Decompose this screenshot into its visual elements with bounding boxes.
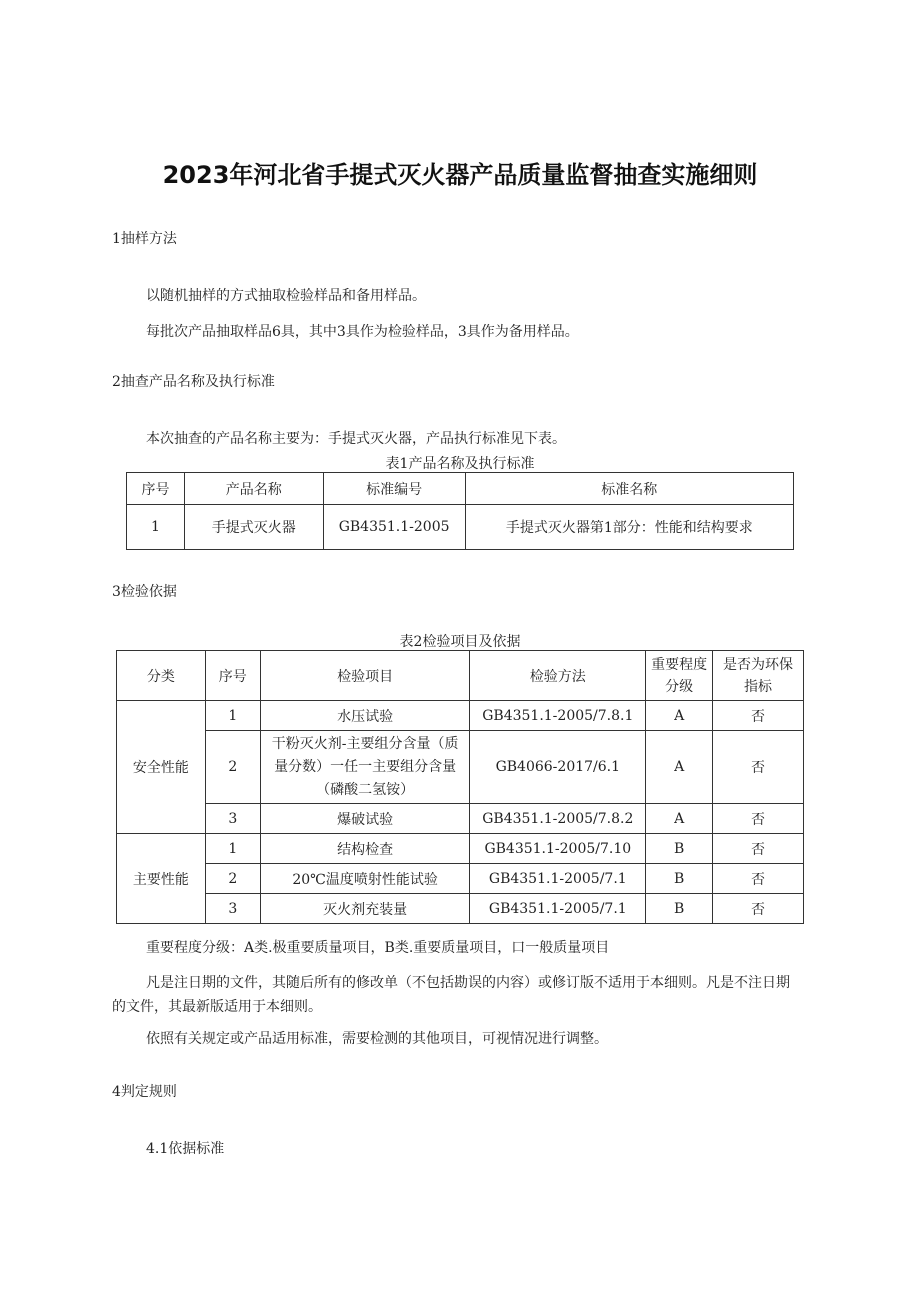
table-cell: 2 [205,731,260,804]
header-cell: 序号 [127,473,185,505]
table-cell: 否 [713,701,804,731]
section-4-1-heading: 4.1依据标准 [146,1141,225,1157]
inspection-items-table [116,650,804,924]
section-2-paragraph: 本次抽查的产品名称主要为：手提式灭火器，产品执行标准见下表。 [146,431,566,447]
header-cell: 标准名称 [465,473,793,505]
table-cell: GB4351.1-2005/7.8.1 [470,701,646,731]
table-cell: A [646,701,713,731]
dated-documents-note: 凡是注日期的文件，其随后所有的修改单（不包括勘误的内容）或修订版不适用于本细则。凡是不注日期的文件，其最新版适用于本细则。 [112,975,790,1015]
table-cell: GB4066-2017/6.1 [470,731,646,804]
table-cell: B [646,834,713,864]
table-row [117,701,804,731]
table-cell: GB4351.1-2005/7.10 [470,834,646,864]
table-cell: 否 [713,834,804,864]
table-cell: 灭火剂充装量 [260,894,470,924]
header-cell-env: 是否为环保指标 [713,651,804,701]
table-row [127,505,794,550]
table-cell: 2 [205,864,260,894]
category-cell: 主要性能 [117,834,206,924]
table-cell: 手提式灭火器第1部分：性能和结构要求 [465,505,793,550]
table-cell: GB4351.1-2005 [323,505,465,550]
table-header-row [117,651,804,701]
header-cell-method: 检验方法 [470,651,646,701]
table-row [117,834,804,864]
table-cell: 手提式灭火器 [184,505,323,550]
product-standard-table [126,472,794,550]
table-cell: 3 [205,804,260,834]
section-3-heading: 3检验依据 [112,584,177,600]
table-header-row [127,473,794,505]
header-cell-category: 分类 [117,651,206,701]
table-cell: 爆破试验 [260,804,470,834]
table-2-caption: 表2检验项目及依据 [399,634,521,650]
table-cell: 20℃温度喷射性能试验 [260,864,470,894]
section-4-heading: 4判定规则 [112,1084,177,1100]
section-1-paragraph-2: 每批次产品抽取样品6具，其中3具作为检验样品，3具作为备用样品。 [146,324,579,340]
table-cell: 1 [205,834,260,864]
page-title: 2023年河北省手提式灭火器产品质量监督抽查实施细则 [162,161,758,189]
table-1-caption: 表1产品名称及执行标准 [385,456,535,472]
table-cell: GB4351.1-2005/7.8.2 [470,804,646,834]
table-cell: 1 [127,505,185,550]
table-row [117,894,804,924]
table-cell: 干粉灭火剂-主要组分含量（质量分数）一任一主要组分含量（磷酸二氢铵） [260,731,470,804]
section-1-heading: 1抽样方法 [112,231,177,247]
table-cell: 否 [713,894,804,924]
table-row [117,804,804,834]
table-cell: B [646,864,713,894]
category-cell: 安全性能 [117,701,206,834]
table-cell: 水压试验 [260,701,470,731]
table-cell: GB4351.1-2005/7.1 [470,864,646,894]
header-cell-item: 检验项目 [260,651,470,701]
table-row [117,864,804,894]
header-cell: 标准编号 [323,473,465,505]
table-cell: A [646,731,713,804]
table-cell: 否 [713,731,804,804]
adjustment-note: 依照有关规定或产品适用标准，需要检测的其他项目，可视情况进行调整。 [146,1031,608,1047]
table-cell: A [646,804,713,834]
table-cell: B [646,894,713,924]
section-1-paragraph-1: 以随机抽样的方式抽取检验样品和备用样品。 [146,288,426,304]
grade-note: 重要程度分级：A类.极重要质量项目，B类.重要质量项目，口一般质量项目 [146,940,610,956]
table-cell: 3 [205,894,260,924]
table-cell: 否 [713,864,804,894]
section-2-heading: 2抽查产品名称及执行标准 [112,374,275,390]
table-cell: 结构检查 [260,834,470,864]
table-cell: 否 [713,804,804,834]
header-cell-no: 序号 [205,651,260,701]
header-cell-grade: 重要程度分级 [646,651,713,701]
table-cell: GB4351.1-2005/7.1 [470,894,646,924]
table-row [117,731,804,804]
table-cell: 1 [205,701,260,731]
header-cell: 产品名称 [184,473,323,505]
